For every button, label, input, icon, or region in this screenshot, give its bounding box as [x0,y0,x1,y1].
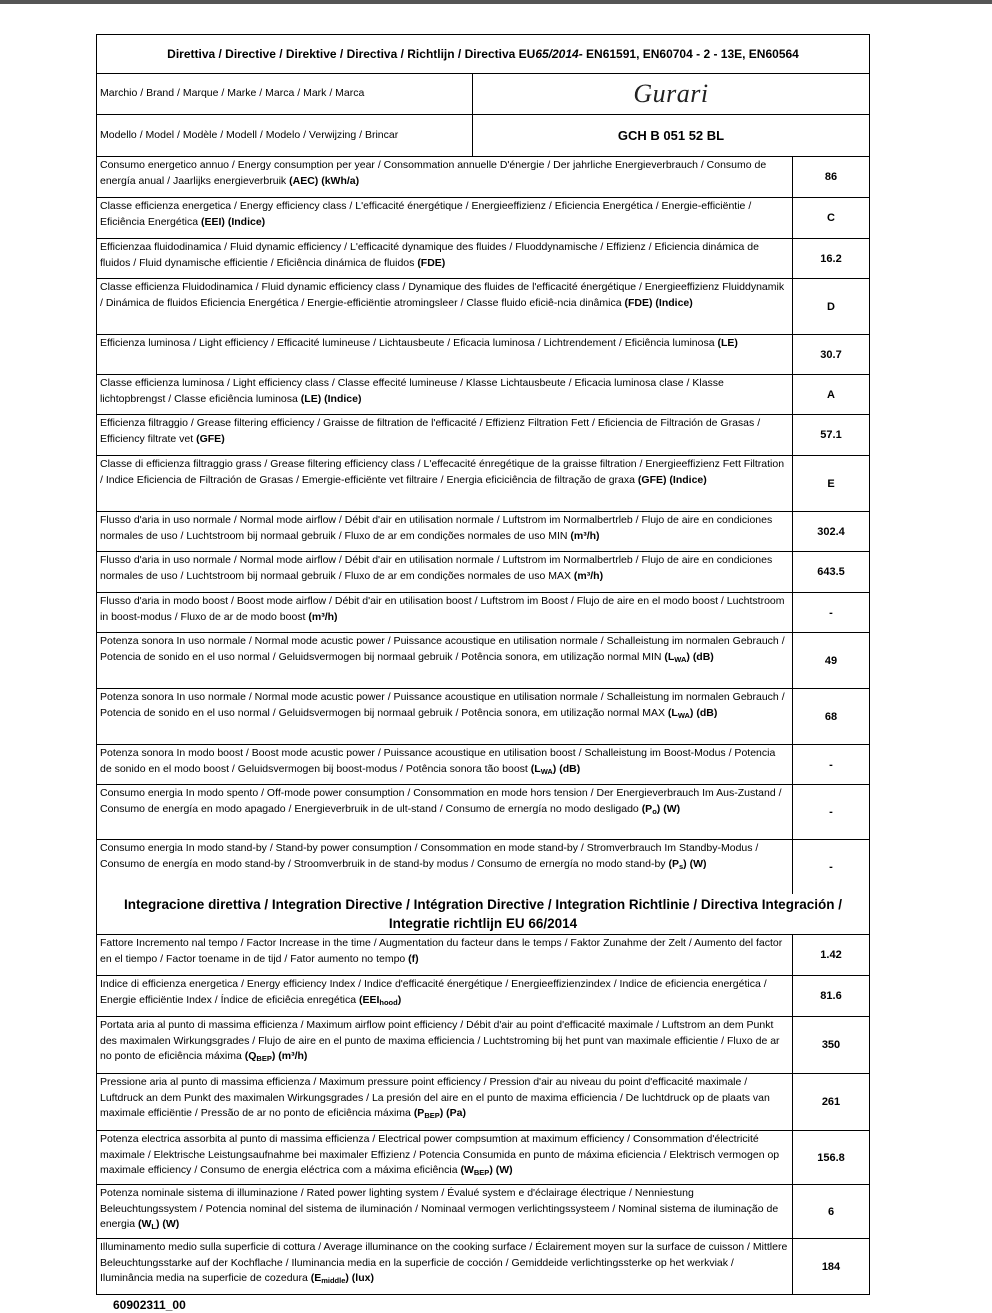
row-description [97,239,793,278]
row-text: Flusso d'aria in modo boost / Boost mode airflow / Débit d'air en utilisation boost / Luftstrom im Boost / Flujo de aire en el modo boost / Luchtstroom in boost-modus / Fluxo de ar de modo boost [100,595,785,623]
data-row [97,785,869,840]
row-description [97,157,793,197]
row-unit: $(L_{WA})$ (dB) [667,706,718,720]
data-row [97,335,869,375]
directive-number: 65/2014 [535,47,579,61]
row-value: 16.2 [820,252,842,265]
row-text: Fattore Incremento nal tempo / Factor Increase in the time / Augmentation du facteur dans le temps / Faktor Zunahme der Zelt / Aumento del factor en el tiempo / Factor toename in de tijd / Fator aumento no tempo [100,937,783,965]
row-unit: (EEI) (Indice) [200,215,266,228]
row-description [97,785,793,839]
row-description [97,745,793,784]
brand-label: Marchio / Brand / Marque / Marke / Marca / Mark / Marca [97,74,473,114]
product-fiche-table [96,34,870,1295]
row-text: Efficienzaa fluidodinamica / Fluid dynamic efficiency / L'efficacité dynamique des fluides / Fluoddynamische / Effizienz / Eficiencia dinámica de fluidos / Fluid dynamische efficientie / Eficiência dinámica de fluidos [100,241,759,269]
row-value: 86 [824,171,838,183]
row-description [97,1017,793,1073]
row-unit: (FDE) (Indice) [624,296,693,309]
data-row [97,1074,869,1131]
energy-data-section [97,157,869,894]
data-row [97,1131,869,1185]
row-description [97,689,793,744]
row-description [97,375,793,414]
row-description [97,1131,793,1184]
row-description [97,840,793,894]
row-unit: (FDE) [417,256,446,269]
row-value: 6 [827,1205,835,1218]
row-unit: $(P_o)$ (W) [641,802,681,816]
model-label: Modello / Model / Modèle / Modell / Modelo / Verwijzing / Brincar [97,115,473,156]
row-description [97,512,793,551]
row-value: E [827,477,835,490]
row-value: - [829,806,833,818]
data-row [97,239,869,279]
row-text: Potenza sonora In modo boost / Boost mode acustic power / Puissance acoustique en utilisation boost / Schalleistung im Boost-Modus / Potencia de sonido en el modo boost / Geluidsvermogen bij boost-modus / Potência sonora tão boost [100,747,776,775]
row-value: A [827,388,835,401]
row-value: - [829,758,833,771]
row-text: Classe efficienza Fluidodinamica / Fluid dynamic efficiency class / Dynamique des fluides de l'efficacité énergétique / Energieeffizienz Fluiddynamik / Dinámica de fluidos Eficiencia Energética / Energie-efficiëntie atromingsleer / Classe fluido eficiê-ncia dinâmica [100,281,785,309]
row-unit: (m³/h) [573,569,604,582]
data-row [97,593,869,633]
row-unit: (f) [408,952,419,965]
row-description [97,935,793,975]
row-unit: $(L_{WA})$ (dB) [530,762,581,776]
model-row [97,115,869,157]
row-unit: (m³/h) [570,529,600,542]
model-value: GCH B 051 52 BL [617,128,725,143]
row-value: D [827,300,835,313]
data-row [97,415,869,456]
row-text: Classe di efficienza filtraggio grass / Grease filtering efficiency class / L'effecacité énregétique de la graisse filtration / Energieeffizienz Fett Filtration / Indice Eficiencia de Filtración de Grasas / Emergie-efficiënte vet filtraire / Energia eficiciência de filtração de graxa [100,458,785,486]
row-text: Flusso d'aria in uso normale / Normal mode airflow / Débit d'air en utilisation normale / Luftstrom im Normalbertrleb / Flujo de aire en condiciones normales de uso / Luchtstroom bij normaal gebruik / Fluxo de ar em condições normales de uso MAX [100,554,773,582]
data-row [97,512,869,552]
row-text: Consumo energia In modo spento / Off-mode power consumption / Consommation en mode hors tension / Der Energieverbrauch Im Aus-Zustand / Consumo de energía en modo apagado / Energieverbruik in de ult-stand / Consumo de ernergía no modo desligado [100,787,782,815]
row-value: 184 [821,1260,841,1273]
row-text: Potenza sonora In uso normale / Normal mode acustic power / Puissance acoustique en utilisation normale / Schalleistung im normalen Gebrauch / Potencia de sonido en el uso normal / Geluidsvermogen bij normaal gebruik / Potência sonora, em utilização normal MIN [100,635,785,663]
row-text: Potenza electrica assorbita al punto di massima efficienza / Electrical power compsumtion at maximum efficiency / Consommation d'électricité maximale / Elektrische Leistungsaufnahme bei maximaler Effizienz / Potencia Consumida en punto de máxima eficiencia / Elektrisch vermogen op maximale efficiency / Consumo de energia eléctrica com a máxima eficiência [100,1133,780,1177]
row-description [97,1074,793,1130]
row-unit: $(E_{middle})$ (lux) [310,1272,374,1286]
row-value: 302.4 [817,525,845,538]
row-unit: $(Q_{BEP})$ (m³/h) [244,1050,308,1064]
row-description [97,1185,793,1238]
row-description [97,415,793,455]
row-text: Flusso d'aria in uso normale / Normal mode airflow / Débit d'air en utilisation normale / Luftstrom im Normalbertrleb / Flujo de aire en condiciones normales de uso / Luchtstroom bij normaal gebruik / Fluxo de ar em condições normales de uso MIN [100,514,773,542]
row-text: Portata aria al punto di massima efficienza / Maximum airflow point efficiency / Débit d'air au point d'efficacité maximale / Luftstrom an dem Punkt des maximalen Wirkungsgrades / Flujo de aire en el punto de maxima efficiencia / Luchtstroming bij het punt van maximale efficientie / Fluxo de ar no ponto de eficiência máxima [100,1019,780,1063]
directive-header [97,35,869,74]
directive-header-prefix: Direttiva / Directive / Direktive / Directiva / Richtlijn / Directiva EU [167,47,536,61]
data-row [97,633,869,689]
row-description [97,335,793,374]
row-value: 350 [821,1039,841,1051]
row-value: 81.6 [820,990,842,1002]
document-code: 60902311_00 [113,1298,186,1312]
row-description [97,552,793,592]
row-text: Classe efficienza luminosa / Light efficiency class / Classe effecité lumineuse / Klasse Lichtausbeute / Eficacia luminosa clase / Klasse lichtopbrengst / Classe eficiência luminosa [100,377,724,405]
data-row [97,1239,869,1294]
directive-standards: - EN61591, EN60704 - 2 - 13E, EN60564 [578,47,799,61]
row-unit: (m³/h) [308,610,338,623]
row-description [97,279,793,334]
row-value: 1.42 [820,949,842,961]
row-unit: (LE) (Indice) [300,392,362,405]
data-row [97,198,869,239]
row-text: Pressione aria al punto di massima efficienza / Maximum pressure point efficiency / Pression d'air au niveau du point d'efficacité maximale / Luftdruck an dem Punkt des maximalen Wirkungsgrades / La presión del aire en el punto de maxima efficiencia / De luchtdruck op de plaats van maximale efficiëntie / Pressão de ar no ponto de eficiência máxima [100,1076,770,1120]
row-value: 68 [824,710,838,723]
row-unit: $(P_{BEP})$ (Pa) [413,1107,466,1121]
integration-data-section [97,935,869,1294]
row-text: Efficienza filtraggio / Grease filtering efficiency / Graisse de filtration de l'efficacité / Effizienz Filtration Fett / Eficiencia de Filtración de Grasas / Efficiency filtrate vet [100,417,761,445]
row-value: - [829,606,833,619]
row-unit: (GFE) (Indice) [637,473,707,486]
row-unit: (AEC) (kWh/a) [289,174,360,187]
row-unit: $(EEI_{hood})$ [358,993,402,1007]
brand-row [97,74,869,115]
row-text: Potenza sonora In uso normale / Normal mode acustic power / Puissance acoustique en utilisation normale / Schalleistung im normalen Gebrauch / Potencia de sonido en el uso normal / Geluidsvermogen bij normaal gebruik / Potência sonora, em utilização normal MAX [100,691,785,719]
row-text: Classe efficienza energetica / Energy efficiency class / L'efficacité énergétique / Energieeffizienz / Eficiencia Energética / Energie-efficiëntie / Eficiência Energética [100,200,752,228]
row-unit: $(W_L)$ (W) [137,1218,180,1232]
row-value: 30.7 [820,348,842,361]
row-description [97,1239,793,1294]
row-value: C [827,212,835,224]
data-row [97,976,869,1017]
data-row [97,1017,869,1074]
row-unit: $(P_s)$ (W) [668,857,707,871]
brand-logo: Gurari [633,79,709,108]
row-value: 156.8 [817,1151,845,1164]
row-value: 57.1 [820,429,842,441]
row-description [97,198,793,238]
row-unit: $(W_{BEP})$ (W) [460,1164,513,1178]
row-value: 261 [821,1096,841,1108]
row-text: Consumo energetico annuo / Energy consumption per year / Consommation annuelle D'énergie / Der jahrliche Energieverbrauch / Consumo de energía anual / Jaarlijks energieverbruik [100,159,767,187]
row-text: Potenza nominale sistema di illuminazione / Rated power lighting system / Évalué system e d'éclairage électrique / Nenniestung Beleuchtungssystem / Potencia nominal del sistema de iluminación / Nominaal vermogen verlichtingssysteem / Nominal sistema de iluminação de energia [100,1187,779,1231]
data-row [97,840,869,894]
row-description [97,593,793,632]
row-unit: (LE) [717,337,738,349]
row-value: - [829,861,833,873]
data-row [97,745,869,785]
data-row [97,1185,869,1239]
data-row [97,552,869,593]
row-description [97,633,793,688]
row-text: Consumo energia In modo stand-by / Stand-by power consumption / Consommation en mode stand-by / Stromverbrauch Im Standby-Modus / Consumo de energía en modo stand-by / Stroomverbruik in de stand-by modus / Consumo de ernergía no modo stand-by [100,842,759,870]
window-top-edge [0,0,992,4]
data-row [97,456,869,512]
data-row [97,279,869,335]
row-text: Illuminamento medio sulla superficie di cottura / Average illuminance on the cooking surface / Éclairement moyen sur la surface de cuisson / Mittlere Beleuchtungsstarke auf der Kochflache / Iluminancia media en la superficie de cocción / Gemiddeide verlichtingssterke op het werkviak / Iluminância media na superficie de cozedura [100,1241,788,1285]
row-description [97,976,793,1016]
row-text: Indice di efficienza energetica / Energy efficiency Index / Indice d'efficacité énergétique / Energieeffizienzindex / Indice de eficiencia energética / Energie efficiëntie Index / Índice de eficiêcia enregética [100,978,767,1006]
row-description [97,456,793,511]
row-value: 49 [824,654,838,667]
data-row [97,689,869,745]
data-row [97,935,869,976]
data-row [97,375,869,415]
row-unit: $(L_{WA})$ (dB) [664,650,714,664]
row-unit: (GFE) [196,432,225,445]
row-value: 643.5 [817,566,845,578]
data-row [97,157,869,198]
integration-directive-title: Integracione direttiva / Integration Directive / Intégration Directive / Integration Richtlinie / Directiva Integración / Integratie richtlijn EU 66/2014 [97,894,869,935]
row-text: Efficienza luminosa / Light efficiency / Efficacité lumineuse / Lichtausbeute / Eficacia luminosa / Lichtrendement / Eficiência luminosa [100,337,718,349]
